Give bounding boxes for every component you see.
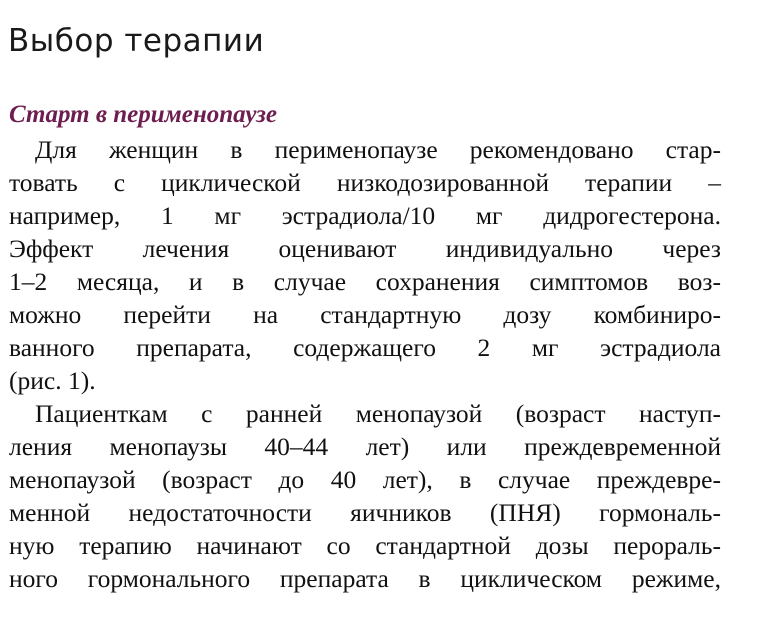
text-line: Эффект лечения оценивают индивидуально через: [9, 234, 721, 263]
subheading: Старт в перименопаузе: [9, 101, 277, 128]
section-title: Выбор терапии: [8, 23, 265, 59]
text-line: ления менопаузы 40–44 лет) или преждевременной: [9, 432, 721, 461]
text-line: 1–2 месяца, и в случае сохранения симптомов воз-: [9, 267, 721, 296]
paragraph: [9, 397, 721, 595]
text-line: товать с циклической низкодозированной терапии –: [9, 168, 721, 197]
text-line: Для женщин в перименопаузе рекомендовано стар-: [35, 135, 721, 164]
text-line: ную терапию начинают со стандартной дозы перораль-: [9, 531, 721, 560]
text-line: (рис. 1).: [9, 366, 96, 395]
body-text: [9, 133, 721, 595]
text-line: можно перейти на стандартную дозу комбиниро-: [9, 300, 721, 329]
text-line: ванного препарата, содержащего 2 мг эстрадиола: [9, 333, 721, 362]
text-line: менопаузой (возраст до 40 лет), в случае преждевре-: [9, 465, 721, 494]
text-line: Пациенткам с ранней менопаузой (возраст наступ-: [35, 399, 721, 428]
paragraph: [9, 133, 721, 397]
text-line: менной недостаточности яичников (ПНЯ) гормональ-: [9, 498, 721, 527]
text-line: например, 1 мг эстрадиола/10 мг дидрогестерона.: [9, 201, 721, 230]
text-line: ного гормонального препарата в циклическом режиме,: [9, 564, 721, 593]
